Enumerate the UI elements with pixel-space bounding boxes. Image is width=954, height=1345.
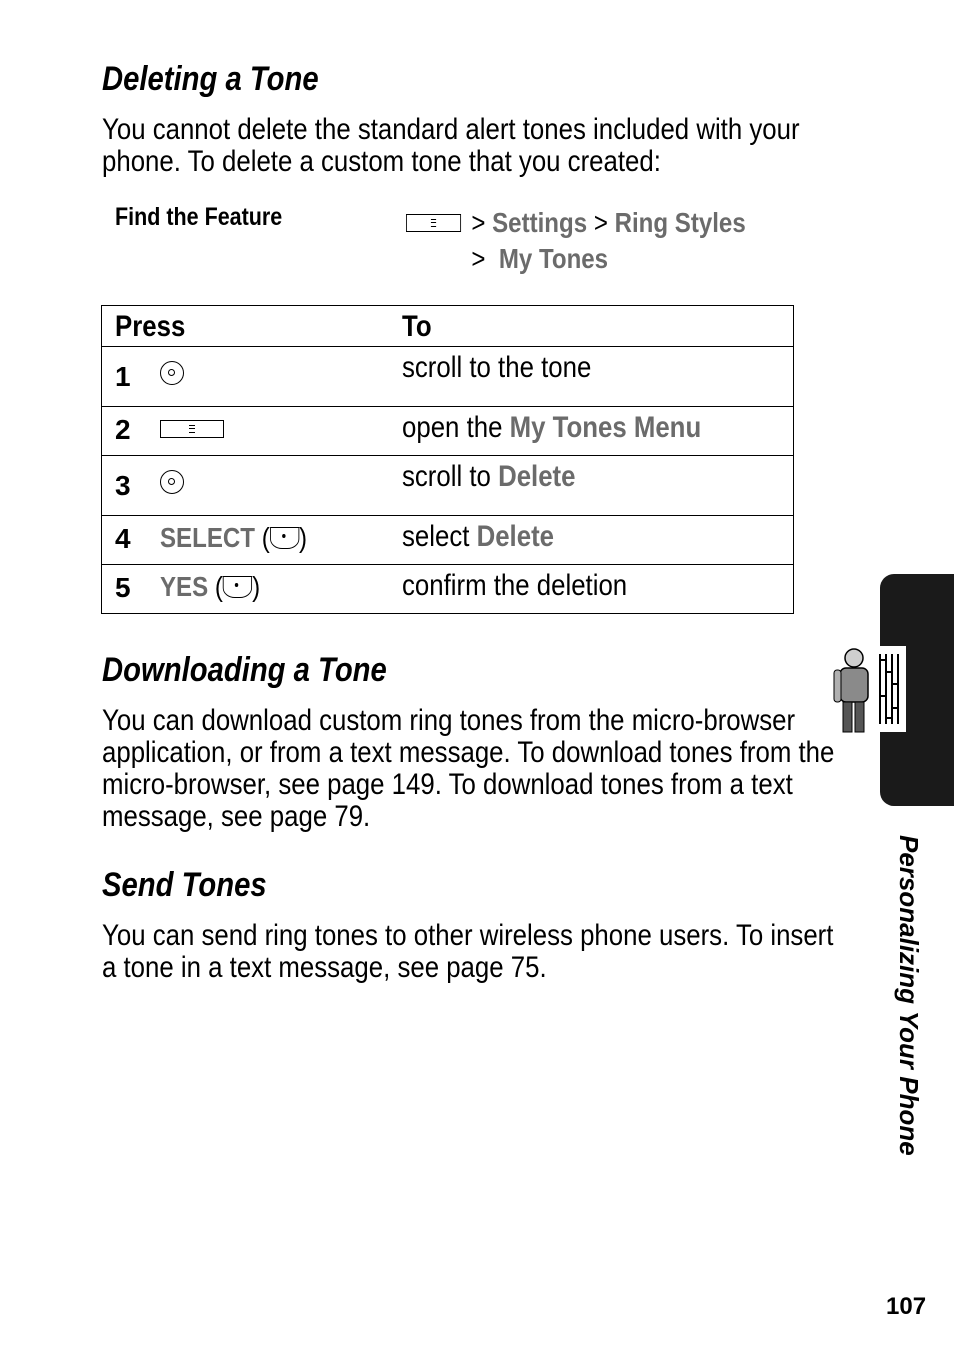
heading-send-tones: Send Tones (102, 866, 267, 904)
nav-key-icon (160, 361, 184, 385)
header-to: To (402, 306, 794, 347)
menu-key-icon (406, 214, 461, 232)
send-tones-paragraph: You can send ring tones to other wireless phone users. To insert a tone in a text message, see page 75. (102, 919, 834, 984)
table-row: 2 open the My Tones Menu (102, 407, 794, 456)
menu-path-my-tones: My Tones (498, 243, 609, 274)
person-icon (830, 644, 910, 738)
downloading-paragraph: You can download custom ring tones from the micro-browser application, or from a text message. To download tones from the micro-browser, see page 149. To download tones from a text message, see page 79. (102, 704, 835, 833)
feature-path: > Settings > Ring Styles > My Tones (406, 205, 801, 277)
find-the-feature-label: Find the Feature (115, 203, 283, 231)
page-number: 107 (886, 1293, 927, 1320)
nav-key-icon (160, 470, 184, 494)
heading-downloading-a-tone: Downloading a Tone (102, 651, 387, 689)
menu-path-settings: Settings (492, 207, 588, 238)
header-press: Press (102, 306, 403, 347)
menu-path-ring-styles: Ring Styles (614, 207, 746, 238)
table-row: 5 YES ( ) confirm the deletion (102, 565, 794, 614)
intro-paragraph: You cannot delete the standard alert tones included with your phone. To delete a custom tone that you created: (102, 113, 800, 178)
chapter-title: Personalizing Your Phone (894, 835, 924, 1156)
table-row: 4 SELECT ( ) select Delete (102, 516, 794, 565)
soft-key-icon (223, 576, 252, 598)
steps-table (101, 305, 794, 614)
menu-key-icon (160, 420, 224, 438)
soft-key-icon (270, 527, 299, 549)
table-row: 1 scroll to the tone (102, 347, 794, 407)
table-row: 3 scroll to Delete (102, 456, 794, 516)
heading-deleting-a-tone: Deleting a Tone (102, 60, 319, 98)
